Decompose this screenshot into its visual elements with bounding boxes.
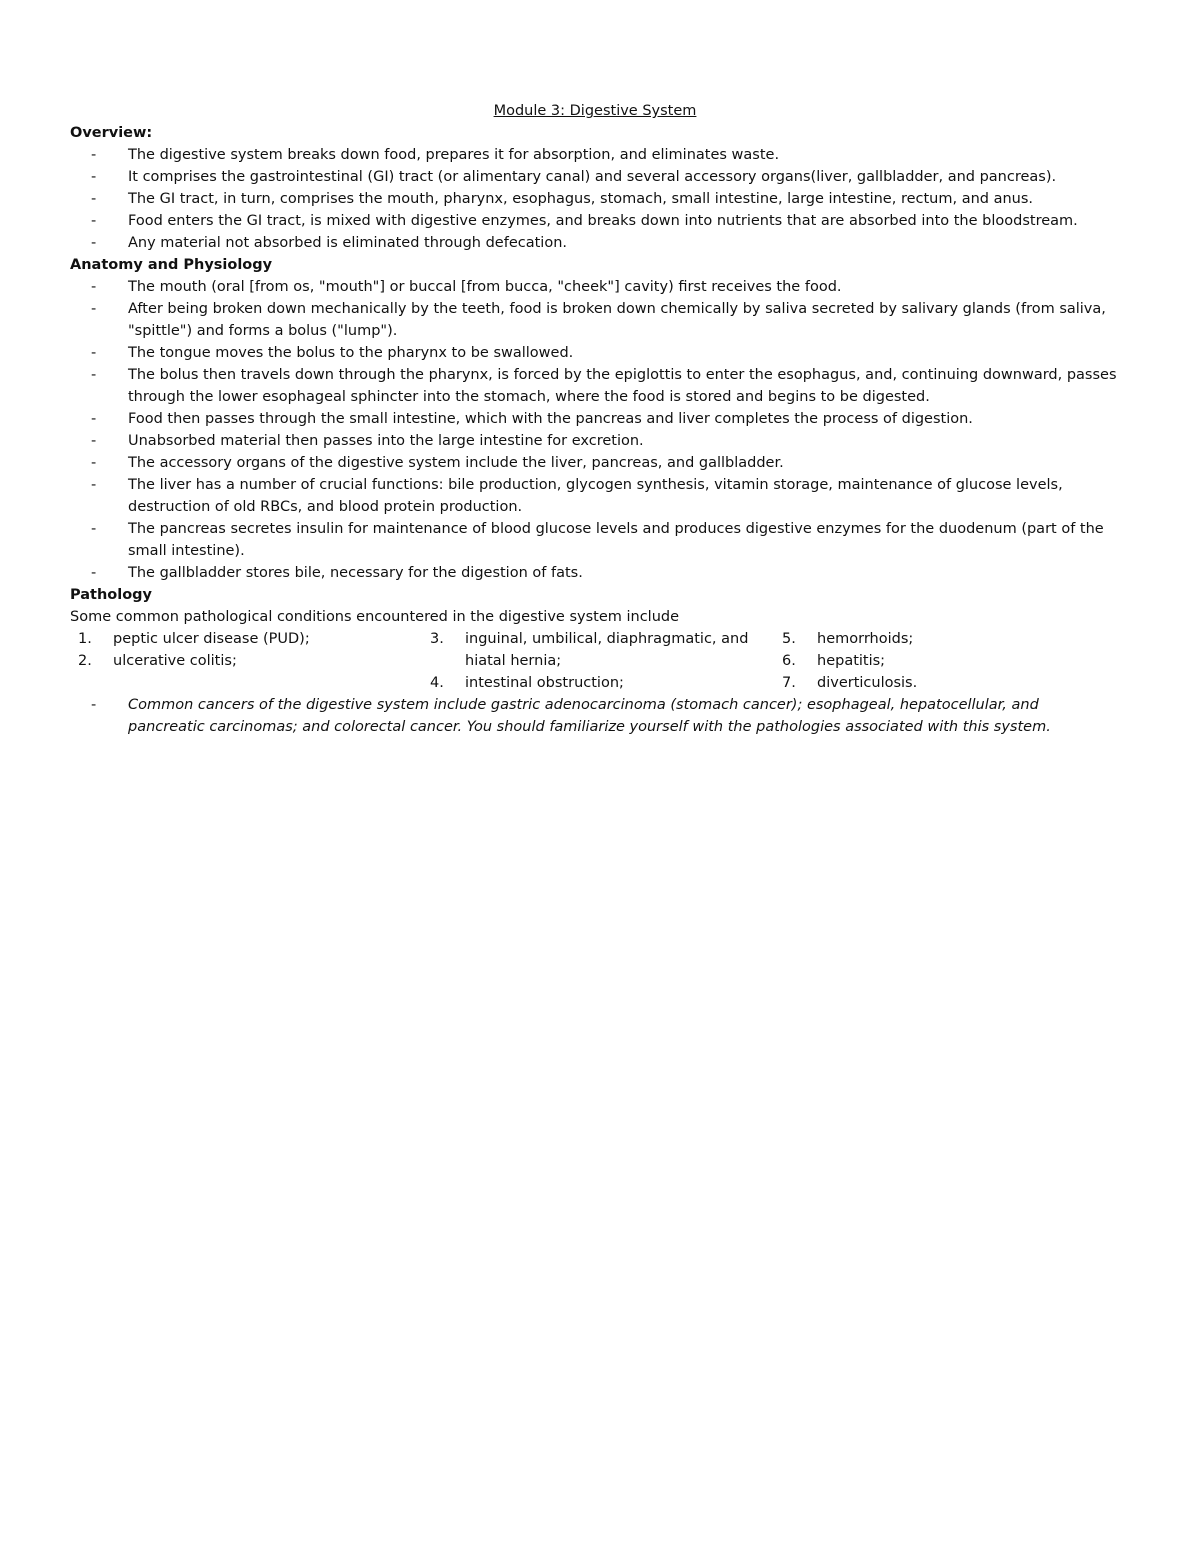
dash-bullet: - (91, 565, 97, 581)
list-item (70, 562, 1120, 584)
list-item (70, 188, 1120, 210)
condition-number: 6. (782, 653, 796, 669)
list-item-text: The tongue moves the bolus to the pharynx to be swallowed. (128, 345, 574, 361)
condition-item (70, 628, 422, 650)
list-item-text: Any material not absorbed is eliminated through defecation. (128, 235, 567, 251)
list-item-text: It comprises the gastrointestinal (GI) tract (or alimentary canal) and several accessory organs(liver, gallbladder, and pancreas). (128, 169, 1057, 185)
list-item-text: After being broken down mechanically by the teeth, food is broken down chemically by saliva secreted by salivary glands (from saliva, "spittle") and forms a bolus ("lump"). (128, 301, 1106, 339)
condition-item (774, 672, 1104, 694)
conditions-column-3 (774, 628, 1104, 694)
condition-text: inguinal, umbilical, diaphragmatic, and hiatal hernia; (465, 631, 749, 669)
list-item (70, 408, 1120, 430)
list-item-text: The digestive system breaks down food, prepares it for absorption, and eliminates waste. (128, 147, 780, 163)
condition-text: hemorrhoids; (817, 631, 914, 647)
dash-bullet: - (91, 213, 97, 229)
dash-bullet: - (91, 455, 97, 471)
list-item-text: The pancreas secretes insulin for maintenance of blood glucose levels and produces digestive enzymes for the duodenum (part of the small intestine). (128, 521, 1104, 559)
condition-number: 7. (782, 675, 796, 691)
dash-bullet: - (91, 367, 97, 383)
dash-bullet: - (91, 147, 97, 163)
document-title: Module 3: Digestive System (493, 103, 697, 119)
list-item-text: Food then passes through the small intestine, which with the pancreas and liver completes the process of digestion. (128, 411, 973, 427)
list-item-text: Unabsorbed material then passes into the large intestine for excretion. (128, 433, 644, 449)
condition-item (422, 628, 774, 672)
pathology-intro: Some common pathological conditions encountered in the digestive system include (70, 609, 680, 625)
list-item-text: The GI tract, in turn, comprises the mouth, pharynx, esophagus, stomach, small intestine, large intestine, rectum, and anus. (128, 191, 1034, 207)
anatomy-list (70, 276, 1120, 584)
list-item (70, 144, 1120, 166)
condition-item (774, 650, 1104, 672)
list-item-text: Food enters the GI tract, is mixed with digestive enzymes, and breaks down into nutrients that are absorbed into the bloodstream. (128, 213, 1078, 229)
dash-bullet: - (91, 521, 97, 537)
dash-bullet: - (91, 301, 97, 317)
list-item (70, 364, 1120, 408)
dash-bullet: - (91, 477, 97, 493)
condition-number: 4. (430, 675, 444, 691)
list-item-text: The liver has a number of crucial functions: bile production, glycogen synthesis, vitamin storage, maintenance of glucose levels, destruction of old RBCs, and blood protein production. (128, 477, 1063, 515)
dash-bullet: - (91, 411, 97, 427)
list-item-text: The gallbladder stores bile, necessary for the digestion of fats. (128, 565, 583, 581)
list-item (70, 342, 1120, 364)
condition-text: diverticulosis. (817, 675, 918, 691)
dash-bullet: - (91, 279, 97, 295)
dash-bullet: - (91, 235, 97, 251)
document-page (70, 100, 1120, 738)
dash-bullet: - (91, 191, 97, 207)
dash-bullet: - (91, 345, 97, 361)
dash-bullet: - (91, 433, 97, 449)
condition-number: 1. (78, 631, 92, 647)
dash-bullet: - (91, 697, 97, 713)
list-item (70, 474, 1120, 518)
list-item-text: The mouth (oral [from os, "mouth"] or buccal [from bucca, "cheek"] cavity) first receives the food. (128, 279, 842, 295)
pathology-conditions-list (70, 628, 1120, 694)
list-item (70, 232, 1120, 254)
condition-item (422, 672, 774, 694)
pathology-heading: Pathology (70, 587, 153, 603)
conditions-column-1 (70, 628, 422, 694)
list-item (70, 430, 1120, 452)
pathology-note-list (70, 694, 1120, 738)
overview-list (70, 144, 1120, 254)
condition-number: 3. (430, 631, 444, 647)
pathology-note: Common cancers of the digestive system include gastric adenocarcinoma (stomach cancer); esophageal, hepatocellular, and pancreatic carcinomas; and colorectal cancer. You should familiarize yourself with the pathologies associated with this system. (128, 697, 1051, 735)
conditions-column-2 (422, 628, 774, 694)
anatomy-heading: Anatomy and Physiology (70, 257, 273, 273)
list-item (70, 298, 1120, 342)
list-item (70, 518, 1120, 562)
condition-item (774, 628, 1104, 650)
condition-number: 5. (782, 631, 796, 647)
condition-text: peptic ulcer disease (PUD); (113, 631, 310, 647)
condition-text: intestinal obstruction; (465, 675, 624, 691)
condition-text: ulcerative colitis; (113, 653, 237, 669)
condition-text: hepatitis; (817, 653, 886, 669)
list-item (70, 276, 1120, 298)
list-item (70, 452, 1120, 474)
list-item (70, 166, 1120, 188)
dash-bullet: - (91, 169, 97, 185)
list-item (70, 694, 1120, 738)
condition-item (70, 650, 422, 672)
list-item-text: The accessory organs of the digestive system include the liver, pancreas, and gallbladder. (128, 455, 784, 471)
list-item (70, 210, 1120, 232)
overview-heading: Overview: (70, 125, 153, 141)
list-item-text: The bolus then travels down through the pharynx, is forced by the epiglottis to enter the esophagus, and, continuing downward, passes through the lower esophageal sphincter into the stomach, where the food is stored and begins to be digested. (128, 367, 1117, 405)
condition-number: 2. (78, 653, 92, 669)
